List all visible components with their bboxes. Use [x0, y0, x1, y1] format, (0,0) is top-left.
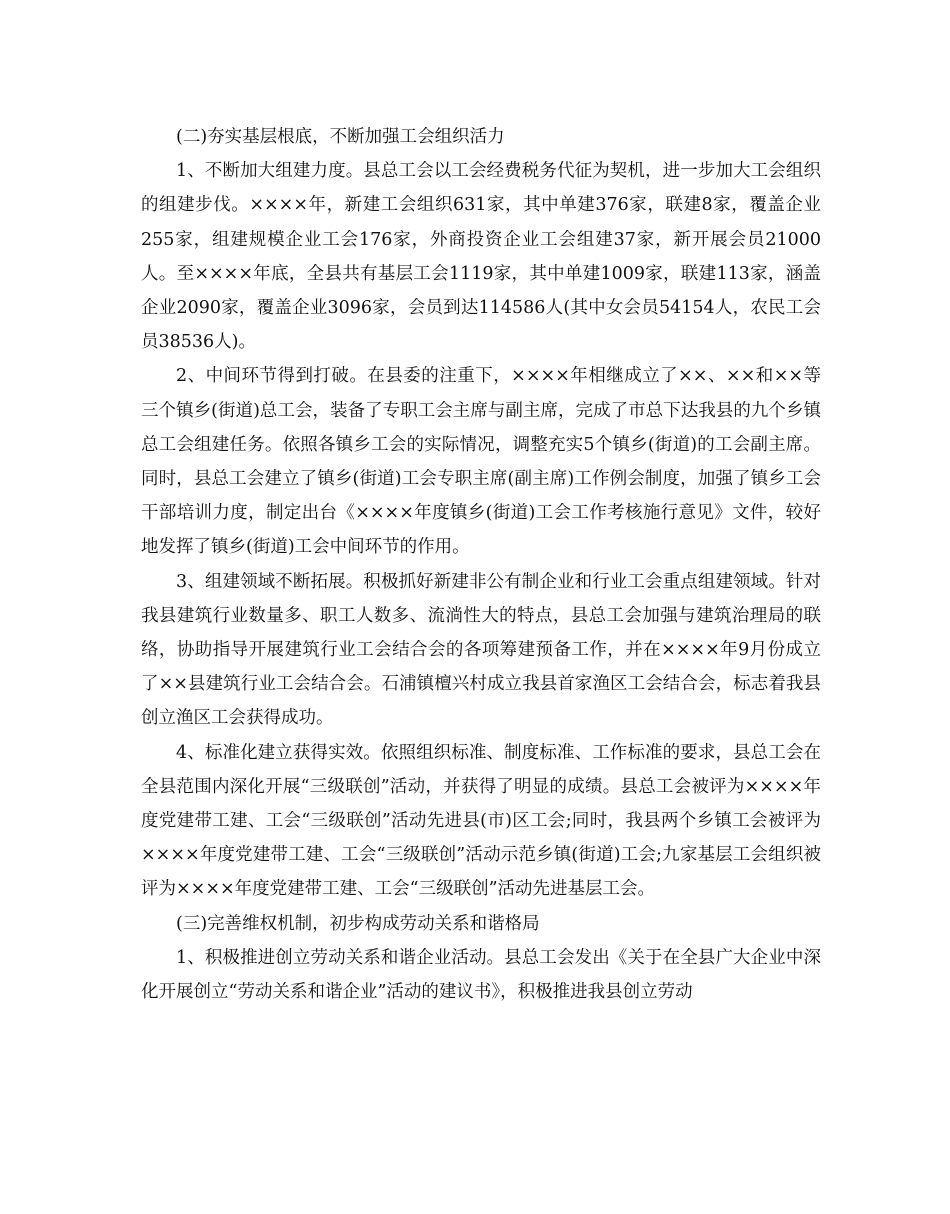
paragraph-standardization: 4、标准化建立获得实效。依照组织标准、制度标准、工作标准的要求，县总工会在全县范围内深化开展“三级联创”活动，并获得了明显的成绩。县总工会被评为××××年度党建带工建、工会“三级联创”活动先进县(市)区工会;同时，我县两个乡镇工会被评为××××年度党建带工建、工会“三级联创”活动示范乡镇(街道)工会;九家基层工会组织被评为××××年度党建带工建、工会“三级联创”活动先进基层工会。 [141, 742, 821, 900]
section-heading-3: (三)完善维权机制，初步构成劳动关系和谐格局 [176, 913, 540, 934]
section-heading-2: (二)夯实基层根底，不断加强工会组织活力 [176, 127, 505, 147]
paragraph-organization-building: 1、不断加大组建力度。县总工会以工会经费税务代征为契机，进一步加大工会组织的组建步伐。××××年，新建工会组织631家，其中单建376家，联建8家，覆盖企业255家，组建规模企业工会176家，外商投资企业工会组建37家，新开展会员21000人。至××××年底，全县共有基层工会1119家，其中单建1009家，联建113家，涵盖企业2090家，覆盖企业3096家，会员到达114586人(其中女会员54154人，农民工会员38536人)。 [141, 161, 821, 353]
paragraph-intermediate-links: 2、中间环节得到打破。在县委的注重下，××××年相继成立了××、××和××等三个镇乡(街道)总工会，装备了专职工会主席与副主席，完成了市总下达我县的九个乡镇总工会组建任务。依照各镇乡工会的实际情况，调整充实5个镇乡(街道)的工会副主席。同时，县总工会建立了镇乡(街道)工会专职主席(副主席)工作例会制度，加强了镇乡工会干部培训力度，制定出台《××××年度镇乡(街道)工会工作考核施行意见》文件，较好地发挥了镇乡(街道)工会中间环节的作用。 [141, 366, 821, 558]
paragraph-harmonious-enterprise: 1、积极推进创立劳动关系和谐企业活动。县总工会发出《关于在全县广大企业中深化开展创立“劳动关系和谐企业”活动的建议书》，积极推进我县创立劳动 [141, 947, 821, 1003]
document-body [141, 120, 821, 1009]
paragraph-field-expansion: 3、组建领域不断拓展。积极抓好新建非公有制企业和行业工会重点组建领域。针对我县建筑行业数量多、职工人数多、流淌性大的特点，县总工会加强与建筑治理局的联络，协助指导开展建筑行业工会结合会的各项筹建预备工作，并在××××年9月份成立了××县建筑行业工会结合会。石浦镇檀兴村成立我县首家渔区工会结合会，标志着我县创立渔区工会获得成功。 [141, 571, 821, 729]
